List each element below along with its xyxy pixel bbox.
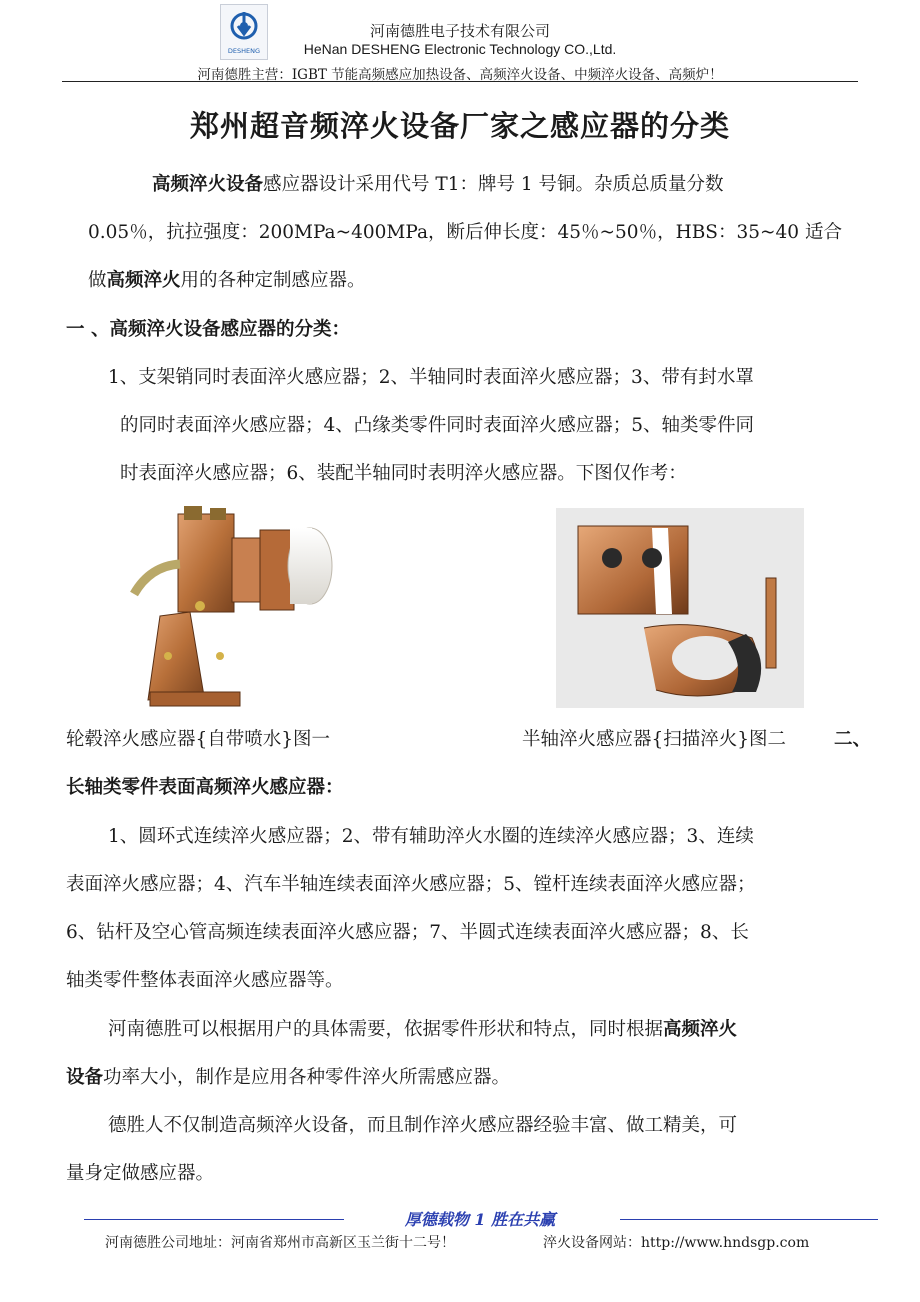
intro-line-2: 0.05％，抗拉强度：200MPa~400MPa，断后伸长度：45％~50％，HBS：35~40 适合: [88, 222, 842, 243]
para3-line-2: [66, 1063, 510, 1089]
keyword-bold: 设备: [66, 1067, 104, 1088]
intro-text: 做: [88, 270, 107, 291]
keyword-bold: 高频淬火设备: [152, 174, 264, 195]
para3-text: 功率大小，制作是应用各种零件淬火所需感应器。: [103, 1067, 511, 1088]
section2-number: 二、: [834, 729, 872, 750]
keyword-bold: 高频淬火: [663, 1019, 738, 1040]
intro-line-1: [152, 170, 724, 196]
figure1-caption: 轮毂淬火感应器{自带喷水}图一: [66, 729, 331, 750]
section2-line-2: 表面淬火感应器；4、汽车半轴连续表面淬火感应器；5、镗杆连续表面淬火感应器；: [66, 874, 756, 895]
intro-text: 用的各种定制感应器。: [180, 270, 366, 291]
hub-inductor-photo: [120, 496, 340, 716]
header-divider: [62, 81, 858, 82]
company-name-en: HeNan DESHENG Electronic Technology CO.,Ltd.: [303, 41, 617, 57]
para3-text: 河南德胜可以根据用户的具体需要，依据零件形状和特点，同时根据: [108, 1019, 664, 1040]
company-name-cn: 河南德胜电子技术有限公司: [369, 22, 550, 40]
section1-line-2: 的同时表面淬火感应器；4、凸缘类零件同时表面淬火感应器；5、轴类零件同: [120, 415, 755, 436]
header-tagline: 河南德胜主营：IGBT 节能高频感应加热设备、高频淬火设备、中频淬火设备、高频炉！: [197, 67, 723, 83]
section2-line-1: 1、圆环式连续淬火感应器；2、带有辅助淬火水圈的连续淬火感应器；3、连续: [108, 826, 754, 847]
para4-line-2: 量身定做感应器。: [66, 1163, 215, 1184]
footer-motto: 厚德载物 1 胜在共赢: [404, 1210, 556, 1229]
figure2-caption: 半轴淬火感应器{扫描淬火}图二: [522, 729, 787, 750]
section1-heading: 一 、高频淬火设备感应器的分类：: [66, 319, 350, 340]
footer-rule-right: [620, 1219, 878, 1220]
logo-text: DESHENG: [227, 47, 261, 55]
section2-line-3: 6、钻杆及空心管高频连续表面淬火感应器；7、半圆式连续表面淬火感应器；8、长: [66, 922, 749, 943]
footer-website-link[interactable]: 淬火设备网站：http://www.hndsgp.com: [543, 1235, 810, 1251]
keyword-bold: 高频淬火: [106, 270, 181, 291]
intro-text: 感应器设计采用代号 T1：牌号 1 号铜。杂质总质量分数: [263, 174, 724, 195]
intro-line-3: [88, 266, 366, 292]
section1-line-1: 1、支架销同时表面淬火感应器；2、半轴同时表面淬火感应器；3、带有封水罩: [108, 367, 754, 388]
half-shaft-inductor-photo: [556, 508, 804, 712]
footer-address: 河南德胜公司地址：河南省郑州市高新区玉兰街十二号！: [105, 1235, 455, 1251]
section2-heading: 长轴类零件表面高频淬火感应器：: [66, 777, 344, 798]
section1-line-3: 时表面淬火感应器；6、装配半轴同时表明淬火感应器。下图仅作考：: [120, 463, 687, 484]
section2-line-4: 轴类零件整体表面淬火感应器等。: [66, 970, 344, 991]
footer-rule-left: [84, 1219, 344, 1220]
para4-line-1: 德胜人不仅制造高频淬火设备，而且制作淬火感应器经验丰富、做工精美，可: [108, 1115, 738, 1136]
para3-line-1: [108, 1015, 737, 1041]
page-title: 郑州超音频淬火设备厂家之感应器的分类: [189, 109, 730, 143]
